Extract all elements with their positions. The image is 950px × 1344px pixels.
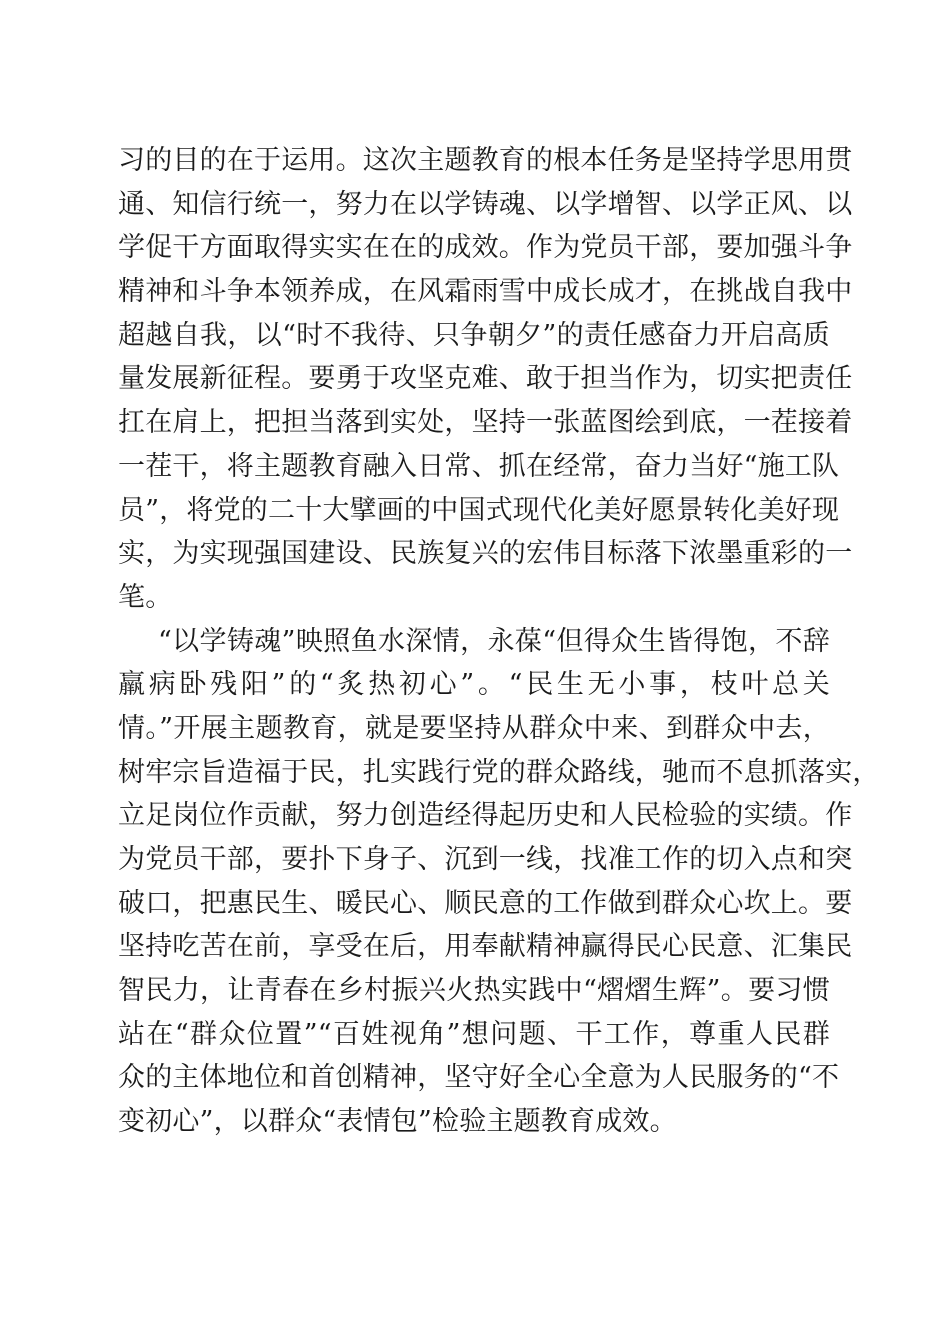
text-line: 超越自我，以“时不我待、只争朝夕”的责任感奋力开启高质	[118, 319, 830, 351]
body-text	[118, 139, 880, 1144]
text-line: “以学铸魂”映照鱼水深情，永葆“但得众生皆得饱，不辞	[158, 625, 830, 657]
text-line: 变初心”，以群众“表情包”检验主题教育成效。	[118, 1106, 677, 1138]
text-line: 一茬干，将主题教育融入日常、抓在经常，奋力当好“施工队	[118, 450, 840, 482]
text-line: 众的主体地位和首创精神，坚守好全心全意为人民服务的“不	[118, 1062, 840, 1094]
text-line: 学促干方面取得实实在在的成效。作为党员干部，要加强斗争	[118, 232, 853, 264]
text-line: 通、知信行统一，努力在以学铸魂、以学增智、以学正风、以	[118, 188, 853, 220]
text-line: 笔。	[118, 581, 173, 613]
text-line: 量发展新征程。要勇于攻坚克难、敢于担当作为，切实把责任	[118, 363, 853, 395]
text-line: 员”，将党的二十大擘画的中国式现代化美好愿景转化美好现	[118, 494, 840, 526]
text-line: 站在“群众位置”“百姓视角”想问题、干工作，尊重人民群	[118, 1018, 830, 1050]
text-line: 破口，把惠民生、暖民心、顺民意的工作做到群众心坎上。要	[118, 887, 853, 919]
paragraph-1	[118, 139, 853, 620]
text-line: 情。”开展主题教育，就是要坚持从群众中来、到群众中去，	[118, 712, 830, 744]
text-line: 坚持吃苦在前，享受在后，用奉献精神赢得民心民意、汇集民	[118, 931, 853, 963]
text-line: 精神和斗争本领养成，在风霜雨雪中成长成才，在挑战自我中	[118, 276, 853, 308]
text-line: 羸病卧残阳”的“炙热初心”。“民生无小事，枝叶总关	[118, 669, 830, 701]
text-line: 智民力，让青春在乡村振兴火热实践中“熠熠生辉”。要习惯	[118, 975, 830, 1007]
text-line: 树牢宗旨造福于民，扎实践行党的群众路线，驰而不息抓落实，	[118, 756, 880, 788]
text-line: 扛在肩上，把担当落到实处，坚持一张蓝图绘到底，一茬接着	[118, 407, 853, 439]
text-line: 立足岗位作贡献，努力创造经得起历史和人民检验的实绩。作	[118, 800, 853, 832]
text-line: 为党员干部，要扑下身子、沉到一线，找准工作的切入点和突	[118, 844, 853, 875]
text-line: 习的目的在于运用。这次主题教育的根本任务是坚持学思用贯	[118, 145, 853, 176]
paragraph-2	[118, 620, 880, 1144]
text-line: 实，为实现强国建设、民族复兴的宏伟目标落下浓墨重彩的一	[118, 538, 853, 570]
